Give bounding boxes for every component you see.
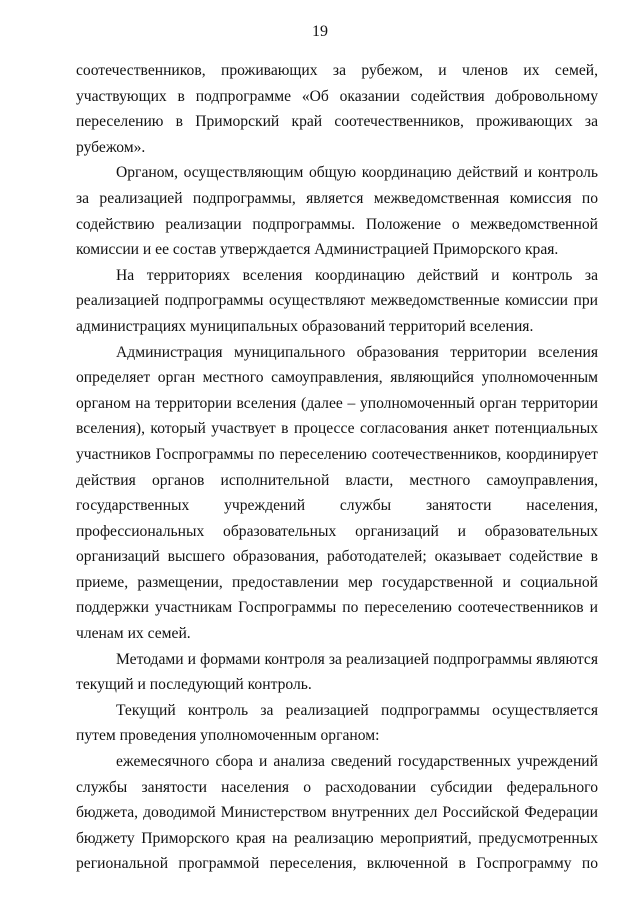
paragraph-monthly-collection: ежемесячного сбора и анализа сведений государственных учреждений службы занятости населения о расходовании субсидии федерального бюджета, доводимой Министерством внутренних дел Российской Федерации бюджету Приморского края на реализацию мероприятий, предусмотренных региональной программой переселения, включенной в Госпрограмму по: [76, 753, 598, 873]
paragraph-municipal-administration: Администрация муниципального образования территории вселения определяет орган местного самоуправления, являющийся уполномоченным органом на территории вселения (далее – уполномоченный орган территории вселения), который участвует в процессе согласования анкет потенциальных участников Госпрограммы по переселению соотечественников, координирует действия органов исполнительной власти, местного самоуправления, государственных учреждений службы занятости населения, профессиональных образовательных организаций и образовательных организаций высшего образования, работодателей; оказывает содействие в приеме, размещении, предоставлении мер государственной и социальной поддержки участникам Госпрограммы по переселению соотечественников и членам их семей.: [76, 343, 598, 643]
paragraph-control-methods: Методами и формами контроля за реализацией подпрограммы являются текущий и последующий контроль.: [76, 650, 598, 694]
page-number: 19: [312, 23, 328, 40]
paragraph-coordination-body: Органом, осуществляющим общую координацию действий и контроль за реализацией подпрограммы, является межведомственная комиссия по содействию реализации подпрограммы. Положение о межведомственной комиссии и ее состав утверждается Администрацией Приморского края.: [76, 164, 598, 259]
paragraph-territory-commissions: На территориях вселения координацию действий и контроль за реализацией подпрограммы осуществляют межведомственные комиссии при администрациях муниципальных образований территорий вселения.: [76, 266, 598, 335]
paragraph-current-control: Текущий контроль за реализацией подпрограммы осуществляется путем проведения уполномоченным органом:: [76, 701, 598, 745]
document-body: [76, 58, 598, 877]
paragraph-1-continuation: соотечественников, проживающих за рубежом, и членов их семей, участвующих в подпрограмме «Об оказании содействия добровольному переселению в Приморский край соотечественников, проживающих за рубежом».: [76, 62, 598, 156]
